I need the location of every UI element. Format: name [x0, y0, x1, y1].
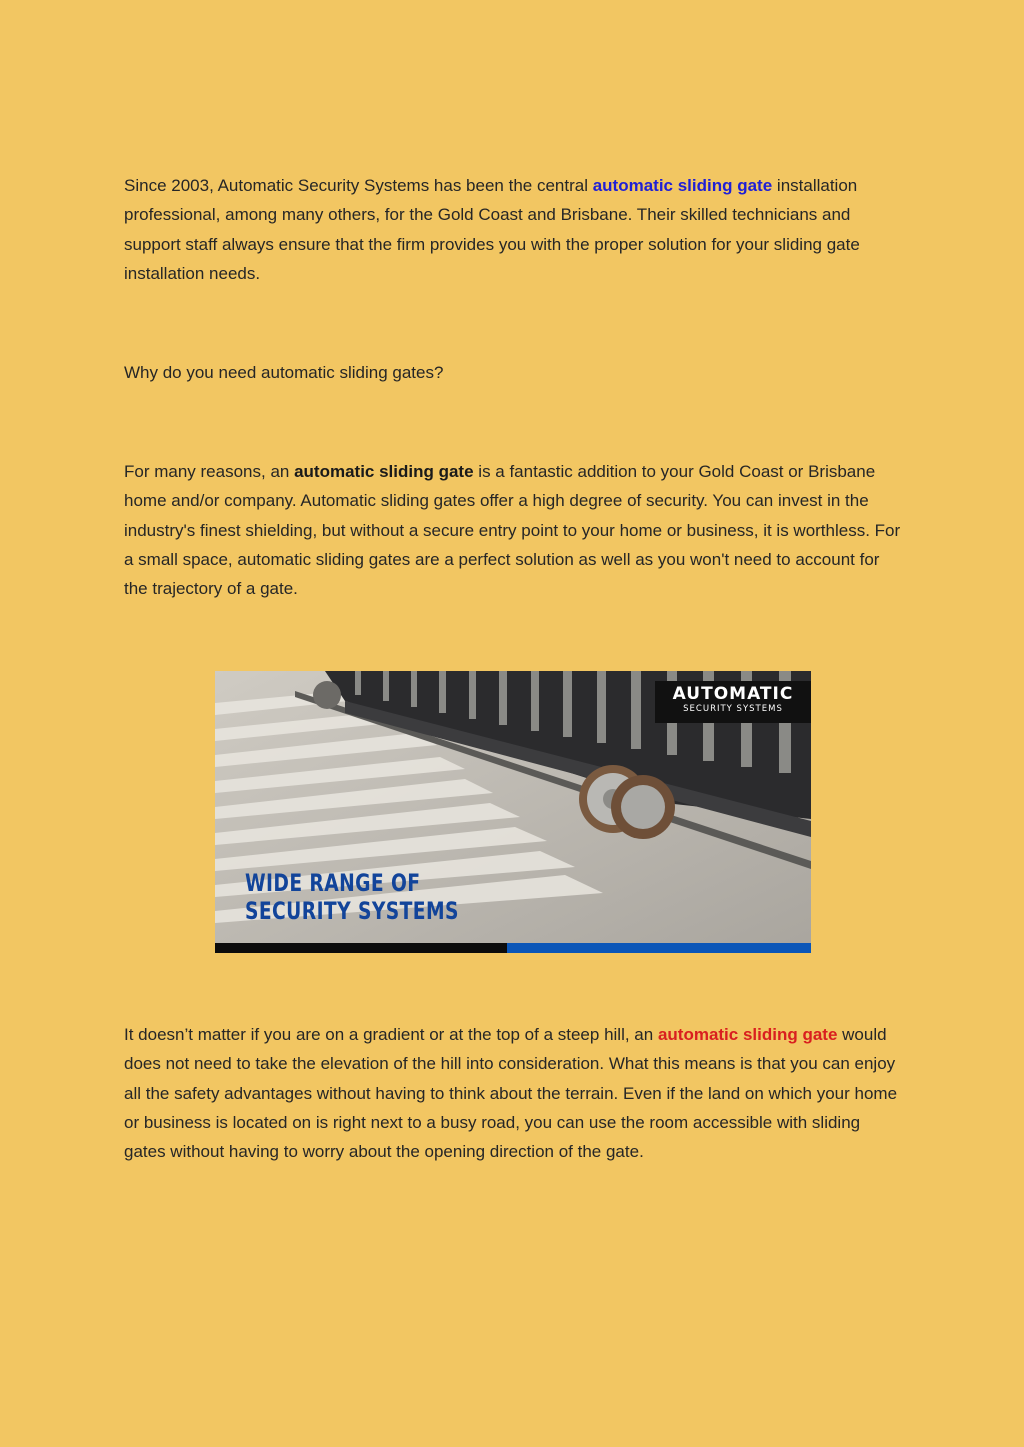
- section-question: Why do you need automatic sliding gates?: [124, 363, 444, 382]
- logo-subtitle: SECURITY SYSTEMS: [683, 704, 783, 714]
- banner-headline-line-1: WIDE RANGE OF: [245, 869, 421, 897]
- automatic-sliding-gate-red-link[interactable]: automatic sliding gate: [657, 1025, 838, 1044]
- banner-headline-line-2: SECURITY SYSTEMS: [245, 897, 459, 925]
- sliding-gate-banner-image: [215, 671, 811, 953]
- intro-text-end: installation professional, among many others, for the Gold Coast and Brisbane. Their skilled technicians and support staff always ensure that the firm provides you with the proper solution for your sliding gate installation needs.: [124, 176, 860, 283]
- automatic-sliding-gate-emphasis: automatic sliding gate: [294, 462, 474, 481]
- terrain-text-end: would does not need to take the elevation of the hill into consideration. What this means is that you can enjoy all the safety advantages without having to think about the terrain. Even if the land on which your home or business is located on is right next to a busy road, you can use the room accessible with sliding gates without having to worry about the opening direction of the gate.: [124, 1025, 898, 1162]
- intro-paragraph: [124, 171, 904, 288]
- intro-text-start: Since 2003, Automatic Security Systems has been the central: [124, 176, 593, 195]
- automatic-sliding-gate-link[interactable]: automatic sliding gate: [592, 176, 773, 195]
- reasons-text-start: For many reasons, an: [124, 462, 295, 481]
- automatic-security-systems-logo: [655, 681, 811, 723]
- banner-headline: [245, 869, 459, 925]
- reasons-paragraph: [124, 457, 904, 603]
- reasons-text-end: is a fantastic addition to your Gold Coast or Brisbane home and/or company. Automatic sliding gates offer a high degree of security. You can invest in the industry's finest shielding, but without a secure entry point to your home or business, it is worthless. For a small space, automatic sliding gates are a perfect solution as well as you won't need to account for the trajectory of a gate.: [124, 462, 901, 599]
- terrain-paragraph: [124, 1020, 904, 1166]
- terrain-text-start: It doesn’t matter if you are on a gradient or at the top of a steep hill, an: [124, 1025, 658, 1044]
- banner-strip-black: [215, 943, 507, 953]
- banner-strip-blue: [507, 943, 811, 953]
- logo-title: AUTOMATIC: [672, 684, 794, 704]
